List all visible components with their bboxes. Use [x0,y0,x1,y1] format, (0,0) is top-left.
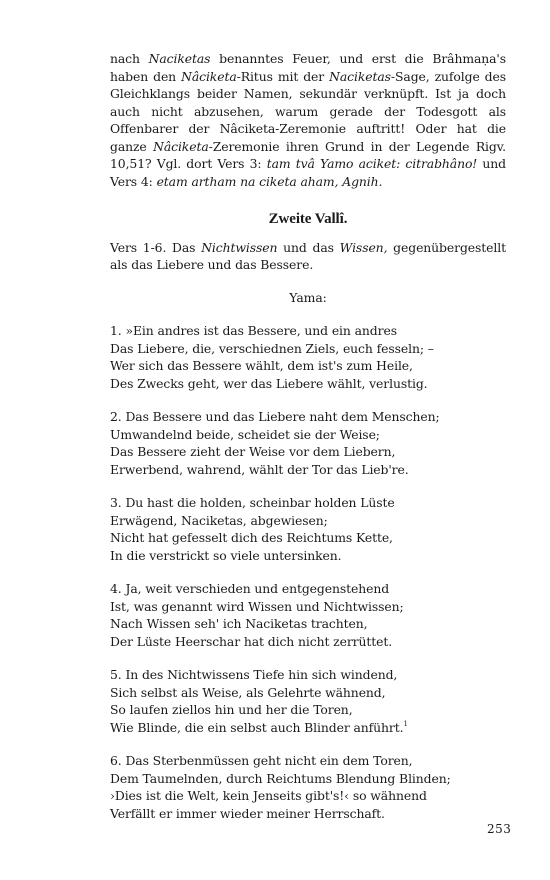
verse-line-text: Umwandelnd beide, scheidet sie der Weise; [110,426,380,442]
verse-line [110,752,506,770]
intro-run: Sage, zufolge des Gleichklangs beider Namen, sekundär verknüpft. Ist ja doch auch nicht abzusehen, warum gerade der Todesgott als Offenbarer der Nâciketa-Zeremonie auftritt! Oder hat die ganze [110,68,507,154]
summary-run: Nichtwissen [201,239,278,255]
verse-line-text: Erwägend, Naciketas, abgewiesen; [110,512,328,528]
stanza [110,752,506,822]
intro-run: nach [110,51,149,66]
verse-line [110,666,506,684]
intro-run: und Vers 4: [110,156,506,189]
footnote-marker[interactable]: 1 [403,719,408,728]
verse-stanzas [110,322,506,822]
verse-line [110,580,506,598]
intro-run: Zeremonie ihren Grund in der Legende Rigv. 10,51? Vgl. dort Vers 3: [110,138,507,171]
summary-paragraph [110,239,506,274]
verse-line [110,805,506,823]
verse-line-text: Sich selbst als Weise, als Gelehrte wähnend, [110,684,386,700]
verse-line-text: Erwerbend, wahrend, wählt der Tor das Lieb're. [110,461,409,477]
summary-run: und das [277,239,340,255]
verse-line-text: 6. Das Sterbenmüssen geht nicht ein dem Toren, [110,753,413,768]
verse-line [110,547,506,565]
verse-line-text: ›Dies ist die Welt, kein Jenseits gibt's!‹ so wähnend [110,788,427,803]
verse-line-text: 4. Ja, weit verschieden und entgegenstehend [110,581,390,596]
verse-line [110,770,506,788]
stanza [110,494,506,564]
section-heading: Zweite Vallî. [268,211,348,227]
intro-run: tam tvâ Yamo aciket: citrabhâno! [266,156,478,171]
stanza [110,666,506,736]
stanza [110,408,506,478]
verse-line-text: Wie Blinde, die ein selbst auch Blinder anführt. [110,719,404,735]
verse-line [110,633,506,651]
verse-line-text: Ist, was genannt wird Wissen und Nichtwissen; [110,598,404,614]
verse-line [110,408,506,426]
verse-line-text: 1. »Ein andres ist das Bessere, und ein andres [110,323,397,338]
stanza [110,580,506,650]
intro-run: Naciketas- [329,68,396,84]
verse-line-text: Das Bessere zieht der Weise vor dem Liebern, [110,444,396,459]
verse-line [110,494,506,512]
intro-run: benanntes Feuer, und erst die Brâhmaṇa's haben den [110,51,506,84]
verse-line [110,719,506,737]
verse-line [110,322,506,340]
page-number: 253 [487,822,512,836]
summary-run: Wissen, [339,239,388,255]
verse-line [110,443,506,461]
summary-run: Vers 1-6. Das [110,239,202,255]
verse-line-text: 5. In des Nichtwissens Tiefe hin sich windend, [110,667,398,682]
verse-line [110,598,506,616]
intro-run: Ritus mit der [240,68,330,84]
verse-line-text: 3. Du hast die holden, scheinbar holden Lüste [110,495,395,510]
verse-line-text: Wer sich das Bessere wählt, dem ist's zum Heile, [110,358,413,373]
page-body [110,50,506,838]
verse-line-text: Verfällt er immer wieder meiner Herrschaft. [110,805,385,821]
verse-line [110,787,506,805]
summary-run: gegenübergestellt als das Liebere und das Bessere. [110,239,506,272]
speaker-label: Yama: [289,289,327,305]
verse-line [110,529,506,547]
verse-line [110,340,506,358]
verse-line [110,461,506,479]
verse-line-text: 2. Das Bessere und das Liebere naht dem Menschen; [110,409,440,424]
verse-line-text: Der Lüste Heerschar hat dich nicht zerrüttet. [110,633,393,649]
stanza [110,322,506,392]
verse-line-text: Nicht hat gefesselt dich des Reichtums Kette, [110,530,393,545]
verse-line [110,375,506,393]
verse-line [110,357,506,375]
intro-run: Nâciketa- [181,68,241,84]
intro-run: etam artham na ciketa aham, Agnih. [156,173,383,189]
verse-line [110,426,506,444]
verse-line-text: Das Liebere, die, verschiednen Ziels, euch fesseln; – [110,340,434,356]
intro-paragraph [110,50,506,190]
verse-line-text: In die verstrickt so viele untersinken. [110,547,342,563]
verse-line [110,615,506,633]
verse-line-text: Nach Wissen seh' ich Naciketas trachten, [110,616,368,631]
verse-line-text: Dem Taumelnden, durch Reichtums Blendung Blinden; [110,770,451,786]
verse-line [110,512,506,530]
intro-run: Nâciketa- [153,138,213,154]
intro-run: Naciketas [148,51,211,66]
verse-line-text: Des Zwecks geht, wer das Liebere wählt, verlustig. [110,375,428,391]
verse-line [110,701,506,719]
verse-line-text: So laufen ziellos hin und her die Toren, [110,702,353,717]
verse-line [110,684,506,702]
